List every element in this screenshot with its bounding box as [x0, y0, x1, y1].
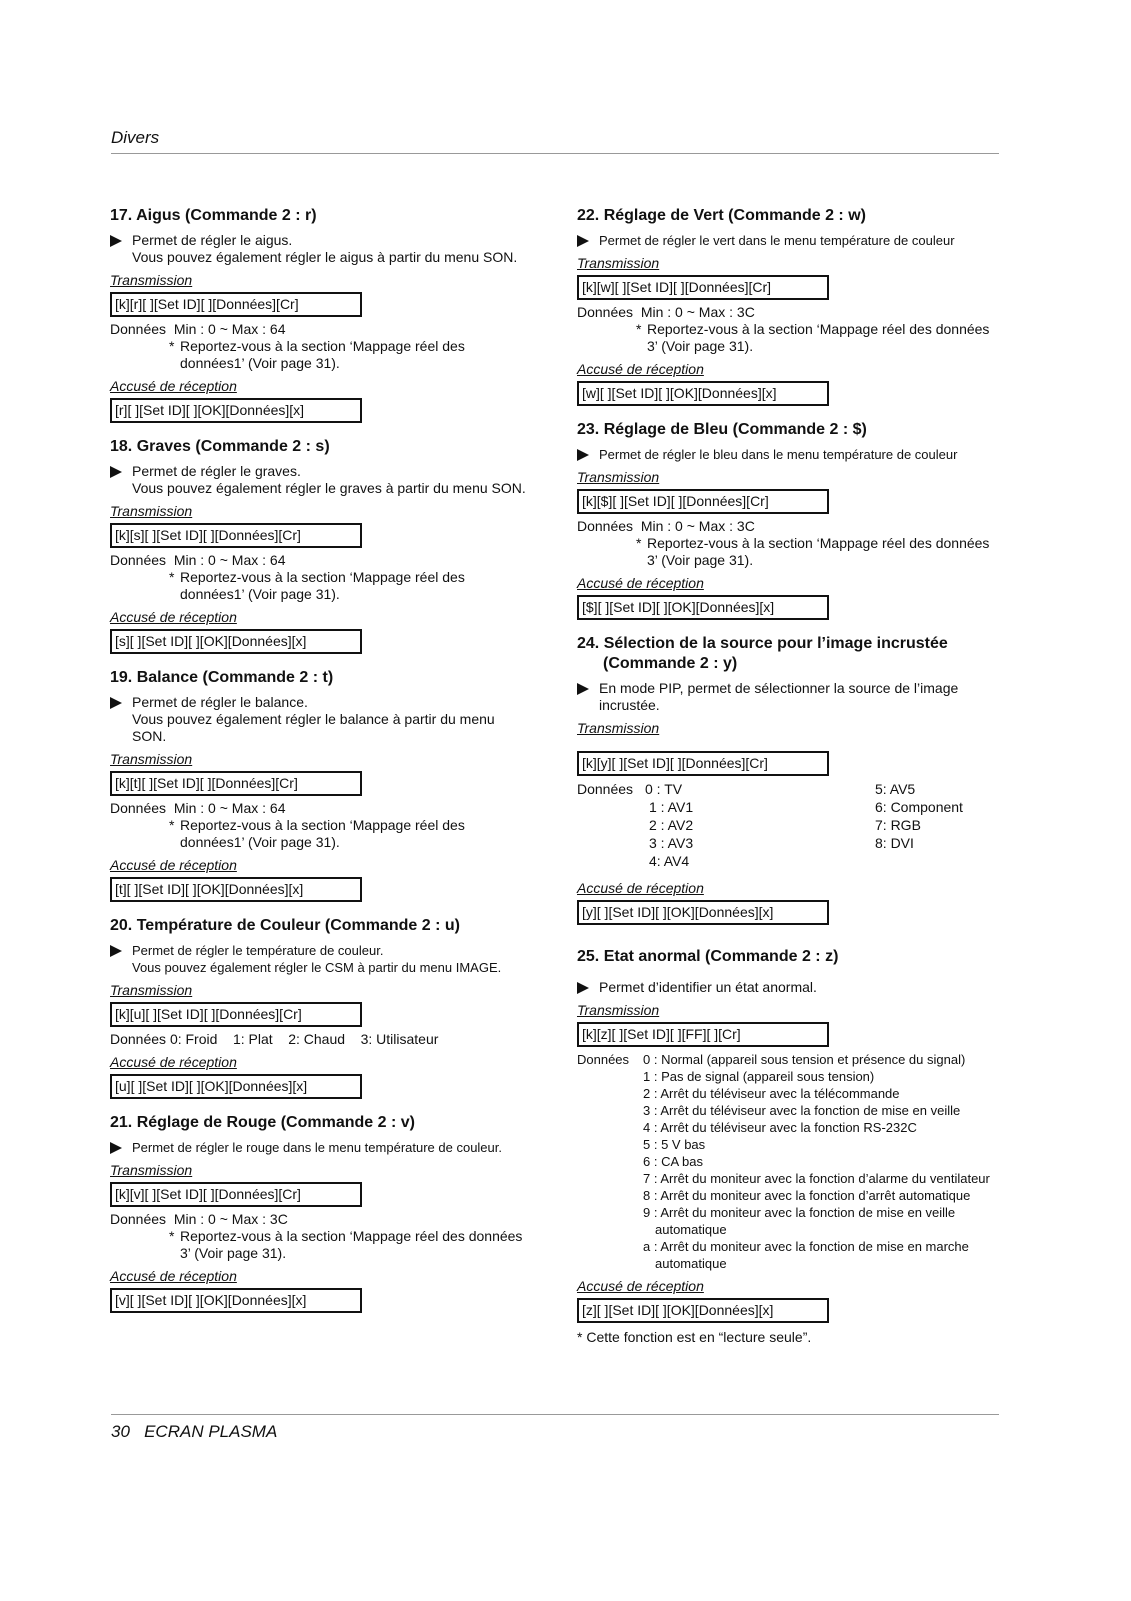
section-title: 20. Température de Couleur (Commande 2 : u): [110, 917, 460, 934]
note: * Reportez-vous à la section ‘Mappage réel des données1’ (Voir page 31).: [169, 817, 465, 850]
ack-box: [u][ ][Set ID][ ][OK][Données][x]: [110, 1074, 362, 1099]
section-17: [110, 206, 530, 423]
source-values: Données 0 : TV 1 : AV1 2 : AV2 3 : AV3 4: AV4 5: AV5 6: Component 7: RGB 8: DVI: [577, 781, 963, 869]
transmission-label: Transmission: [110, 1162, 193, 1178]
source-list-b: 5: AV5 6: Component 7: RGB 8: DVI: [875, 781, 963, 851]
transmission-label: Transmission: [577, 1002, 660, 1018]
data-line: Données Min : 0 ~ Max : 3C: [577, 304, 755, 320]
description: Permet de régler le température de couleur. Vous pouvez également régler le CSM à partir du menu IMAGE.: [110, 942, 530, 976]
transmission-label: Transmission: [577, 255, 660, 271]
transmission-box: [k][w][ ][Set ID][ ][Données][Cr]: [577, 275, 829, 300]
section-20: [110, 916, 530, 1099]
list-item: Données 0 : Normal (appareil sous tension et présence du signal): [577, 1052, 966, 1067]
section-23: [577, 420, 999, 620]
ack-label: Accusé de réception: [577, 1278, 704, 1294]
list-item: 2 : Arrêt du téléviseur avec la télécommande: [643, 1086, 900, 1101]
transmission-box: [k][r][ ][Set ID][ ][Données][Cr]: [110, 292, 362, 317]
ack-label: Accusé de réception: [110, 1054, 237, 1070]
section-title: 23. Réglage de Bleu (Commande 2 : $): [577, 421, 867, 438]
ack-box: [y][ ][Set ID][ ][OK][Données][x]: [577, 900, 829, 925]
data-line: Données Min : 0 ~ Max : 64: [110, 800, 286, 816]
ack-label: Accusé de réception: [577, 575, 704, 591]
page-footer: [111, 1422, 277, 1442]
ack-box: [$][ ][Set ID][ ][OK][Données][x]: [577, 595, 829, 620]
section-title: 18. Graves (Commande 2 : s): [110, 438, 330, 455]
note: * Reportez-vous à la section ‘Mappage réel des données 3’ (Voir page 31).: [169, 1228, 523, 1261]
right-column: [577, 206, 999, 1360]
bullet-triangle-icon: [577, 449, 589, 461]
section-title: 24. Sélection de la source pour l’image incrustée (Commande 2 : y): [577, 635, 948, 672]
transmission-box: [k][y][ ][Set ID][ ][Données][Cr]: [577, 751, 829, 776]
data-line: Données Min : 0 ~ Max : 3C: [577, 518, 755, 534]
ack-label: Accusé de réception: [110, 378, 237, 394]
section-25: [577, 947, 999, 1346]
ack-label: Accusé de réception: [577, 880, 704, 896]
footer-label: ECRAN PLASMA: [144, 1422, 278, 1441]
page-number: 30: [111, 1422, 130, 1441]
note: * Reportez-vous à la section ‘Mappage réel des données 3’ (Voir page 31).: [636, 535, 990, 568]
list-item: 7 : Arrêt du moniteur avec la fonction d’alarme du ventilateur: [643, 1171, 990, 1186]
ack-box: [v][ ][Set ID][ ][OK][Données][x]: [110, 1288, 362, 1313]
ack-label: Accusé de réception: [110, 857, 237, 873]
note: * Reportez-vous à la section ‘Mappage réel des données 3’ (Voir page 31).: [636, 321, 990, 354]
list-item: 8 : Arrêt du moniteur avec la fonction d’arrêt automatique: [643, 1188, 971, 1203]
bullet-triangle-icon: [577, 235, 589, 247]
transmission-label: Transmission: [110, 503, 193, 519]
list-item: 9 : Arrêt du moniteur avec la fonction de mise en veille automatique: [643, 1205, 956, 1237]
description: Permet de régler le balance. Vous pouvez également régler le balance à partir du menu SON.: [110, 694, 530, 745]
description: Permet d’identifier un état anormal.: [577, 979, 999, 996]
transmission-label: Transmission: [577, 469, 660, 485]
data-line: Données 0: Froid 1: Plat 2: Chaud 3: Utilisateur: [110, 1031, 439, 1047]
list-item: 1 : Pas de signal (appareil sous tension): [643, 1069, 875, 1084]
bullet-triangle-icon: [577, 982, 589, 994]
transmission-box: [k][u][ ][Set ID][ ][Données][Cr]: [110, 1002, 362, 1027]
section-title: 21. Réglage de Rouge (Commande 2 : v): [110, 1114, 415, 1131]
section-18: [110, 437, 530, 654]
list-item: 4 : Arrêt du téléviseur avec la fonction RS-232C: [643, 1120, 917, 1135]
section-title: 25. Etat anormal (Commande 2 : z): [577, 948, 839, 965]
ack-label: Accusé de réception: [110, 1268, 237, 1284]
source-list-a: 0 : TV 1 : AV1 2 : AV2 3 : AV3 4: AV4: [645, 781, 694, 869]
description: Permet de régler le graves. Vous pouvez également régler le graves à partir du menu SON.: [110, 463, 530, 497]
description: Permet de régler le vert dans le menu température de couleur: [577, 232, 999, 249]
transmission-label: Transmission: [577, 720, 660, 736]
ack-label: Accusé de réception: [577, 361, 704, 377]
bullet-triangle-icon: [110, 697, 122, 709]
section-24: [577, 634, 999, 925]
ack-box: [z][ ][Set ID][ ][OK][Données][x]: [577, 1298, 829, 1323]
bullet-triangle-icon: [577, 683, 589, 695]
ack-box: [r][ ][Set ID][ ][OK][Données][x]: [110, 398, 362, 423]
transmission-label: Transmission: [110, 982, 193, 998]
header-rule: [111, 153, 999, 154]
status-list: [577, 1051, 999, 1272]
transmission-label: Transmission: [110, 751, 193, 767]
list-item: a : Arrêt du moniteur avec la fonction de mise en marche automatique: [643, 1239, 969, 1271]
data-line: Données Min : 0 ~ Max : 64: [110, 321, 286, 337]
section-21: [110, 1113, 530, 1313]
section-22: [577, 206, 999, 406]
bullet-triangle-icon: [110, 945, 122, 957]
ack-box: [t][ ][Set ID][ ][OK][Données][x]: [110, 877, 362, 902]
transmission-box: [k][t][ ][Set ID][ ][Données][Cr]: [110, 771, 362, 796]
list-item: 5 : 5 V bas: [643, 1137, 706, 1152]
note: * Reportez-vous à la section ‘Mappage réel des données1’ (Voir page 31).: [169, 338, 465, 371]
bullet-triangle-icon: [110, 235, 122, 247]
page-header-title: Divers: [111, 128, 160, 147]
section-title: 19. Balance (Commande 2 : t): [110, 669, 334, 686]
transmission-box: [k][s][ ][Set ID][ ][Données][Cr]: [110, 523, 362, 548]
ack-box: [s][ ][Set ID][ ][OK][Données][x]: [110, 629, 362, 654]
section-title: 22. Réglage de Vert (Commande 2 : w): [577, 207, 866, 224]
data-line: Données Min : 0 ~ Max : 3C: [110, 1211, 288, 1227]
list-item: 3 : Arrêt du téléviseur avec la fonction de mise en veille: [643, 1103, 961, 1118]
bullet-triangle-icon: [110, 1142, 122, 1154]
transmission-box: [k][v][ ][Set ID][ ][Données][Cr]: [110, 1182, 362, 1207]
data-line: Données Min : 0 ~ Max : 64: [110, 552, 286, 568]
ack-box: [w][ ][Set ID][ ][OK][Données][x]: [577, 381, 829, 406]
section-19: [110, 668, 530, 902]
description: Permet de régler le rouge dans le menu température de couleur.: [110, 1139, 530, 1156]
bullet-triangle-icon: [110, 466, 122, 478]
description: En mode PIP, permet de sélectionner la source de l’image incrustée.: [577, 680, 999, 714]
left-column: [110, 206, 530, 1327]
description: Permet de régler le aigus. Vous pouvez également régler le aigus à partir du menu SON.: [110, 232, 530, 266]
note: * Reportez-vous à la section ‘Mappage réel des données1’ (Voir page 31).: [169, 569, 465, 602]
ack-label: Accusé de réception: [110, 609, 237, 625]
footer-rule: [111, 1414, 999, 1415]
transmission-box: [k][z][ ][Set ID][ ][FF][ ][Cr]: [577, 1022, 829, 1047]
section-title: 17. Aigus (Commande 2 : r): [110, 207, 317, 224]
list-item: 6 : CA bas: [643, 1154, 703, 1169]
description: Permet de régler le bleu dans le menu température de couleur: [577, 446, 999, 463]
footnote: * Cette fonction est en “lecture seule”.: [577, 1329, 812, 1345]
transmission-box: [k][$][ ][Set ID][ ][Données][Cr]: [577, 489, 829, 514]
transmission-label: Transmission: [110, 272, 193, 288]
